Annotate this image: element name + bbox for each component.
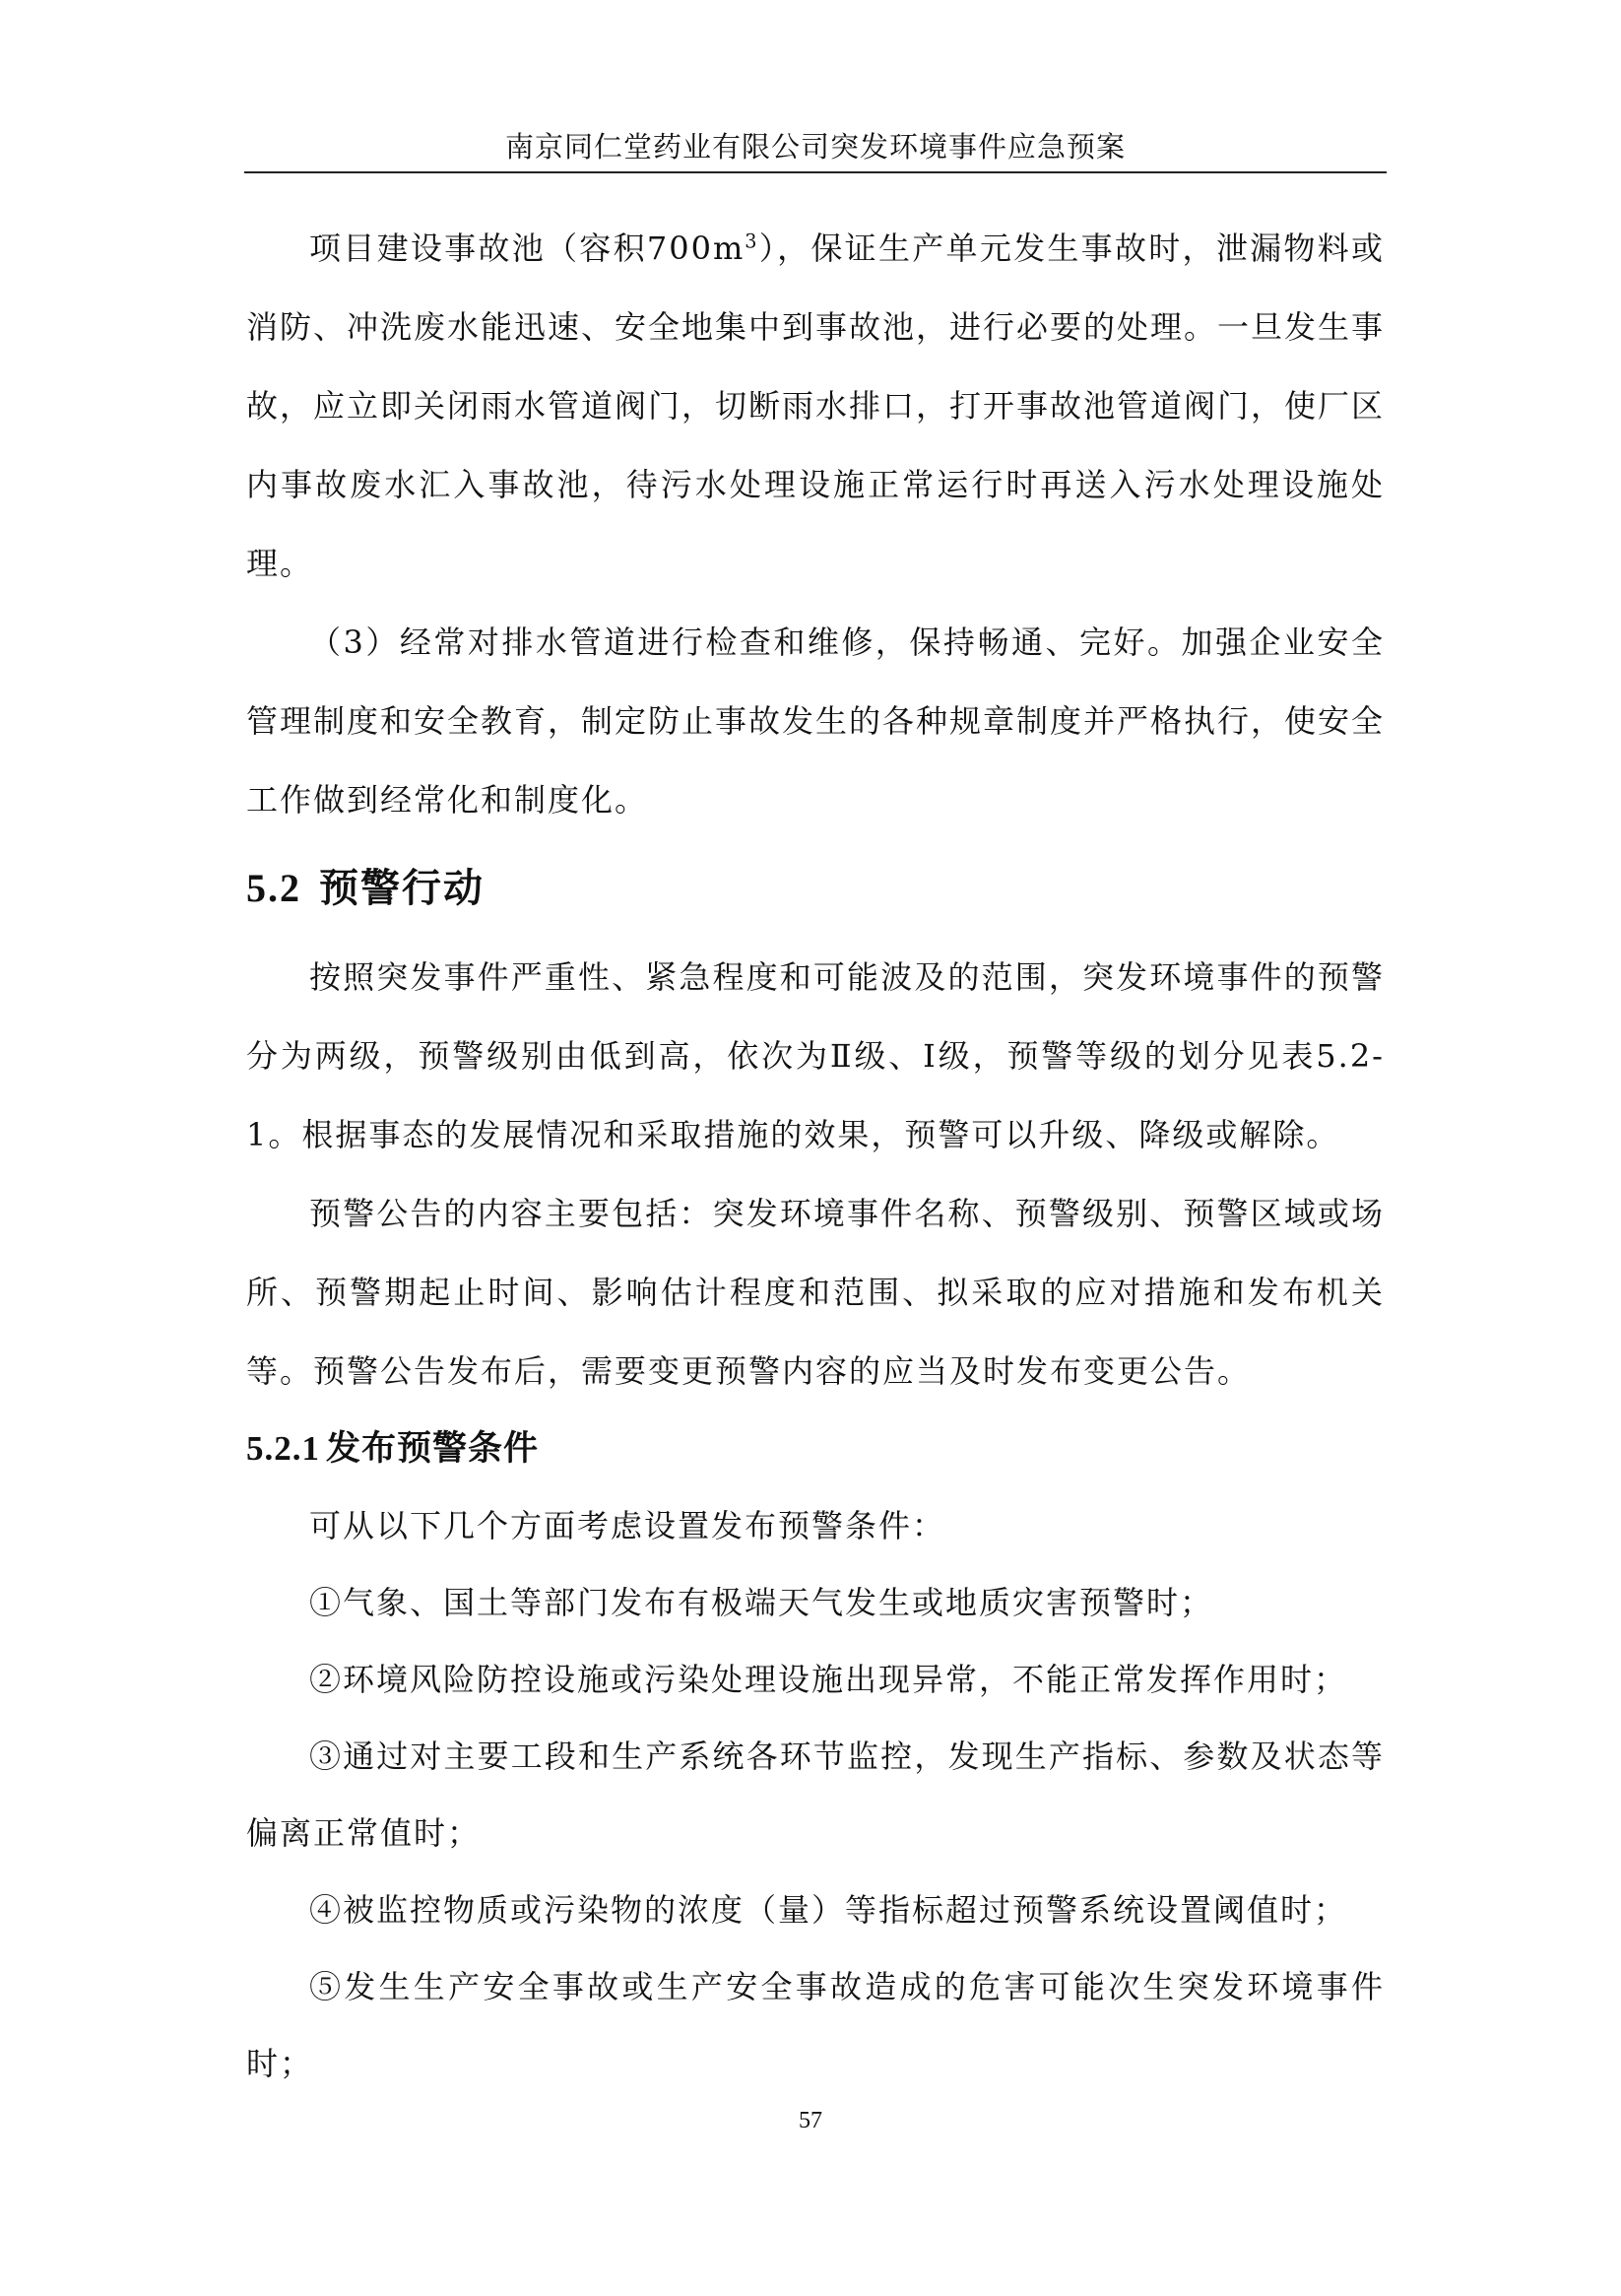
header-divider: [244, 171, 1387, 173]
paragraph-drainage-maintenance: （3）经常对排水管道进行检查和维修，保持畅通、完好。加强企业安全管理制度和安全教育，制定防止事故发生的各种规章制度并严格执行，使安全工作做到经常化和制度化。: [246, 623, 1386, 819]
list-item: ①气象、国土等部门发布有极端天气发生或地质灾害预警时；: [309, 1584, 1214, 1621]
list-item: ②环境风险防控设施或污染处理设施出现异常，不能正常发挥作用时；: [309, 1661, 1348, 1698]
paragraph-conditions-intro: 可从以下几个方面考虑设置发布预警条件：: [309, 1507, 946, 1544]
paragraph-accident-pool-post: ），保证生产单元发生事故时，泄漏物料或消防、冲洗废水能迅速、安全地集中到事故池，进行必要的处理。一旦发生事故，应立即关闭雨水管道阀门，切断雨水排口，打开事故池管道阀门，使厂区内事故废水汇入事故池，待污水处理设施正常运行时再送入污水处理设施处理。: [246, 230, 1386, 582]
section-number-5-2: 5.2: [246, 866, 301, 910]
paragraph-warning-levels: 按照突发事件严重性、紧急程度和可能波及的范围，突发环境事件的预警分为两级，预警级别由低到高，依次为Ⅱ级、Ⅰ级，预警等级的划分见表5.2-1。根据事态的发展情况和采取措施的效果，预警可以升级、降级或解除。: [246, 958, 1385, 1153]
paragraph-accident-pool-pre: 项目建设事故池（容积700m: [309, 230, 746, 267]
paragraph-accident-pool: [246, 209, 1385, 603]
page-header: 南京同仁堂药业有限公司突发环境事件应急预案: [504, 130, 1126, 164]
section-heading-5-2: [246, 839, 1385, 938]
section-title-5-2: 预警行动: [319, 865, 485, 911]
list-item: ③通过对主要工段和生产系统各环节监控，发现生产指标、参数及状态等偏离正常值时；: [246, 1738, 1385, 1852]
section-heading-5-2-1: [246, 1410, 1385, 1487]
page-number: 57: [799, 2108, 822, 2133]
document-body: [246, 209, 1385, 2102]
paragraph-warning-notice: 预警公告的内容主要包括：突发环境事件名称、预警级别、预警区域或场所、预警期起止时间、影响估计程度和范围、拟采取的应对措施和发布机关等。预警公告发布后，需要变更预警内容的应当及时发布变更公告。: [246, 1195, 1385, 1390]
superscript-3: 3: [745, 230, 759, 253]
list-item: ④被监控物质或污染物的浓度（量）等指标超过预警系统设置阈值时；: [309, 1891, 1348, 1929]
list-item: ⑤发生生产安全事故或生产安全事故造成的危害可能次生突发环境事件时；: [246, 1968, 1385, 2082]
section-number-5-2-1: 5.2.1: [246, 1429, 320, 1468]
section-title-5-2-1: 发布预警条件: [326, 1428, 540, 1469]
